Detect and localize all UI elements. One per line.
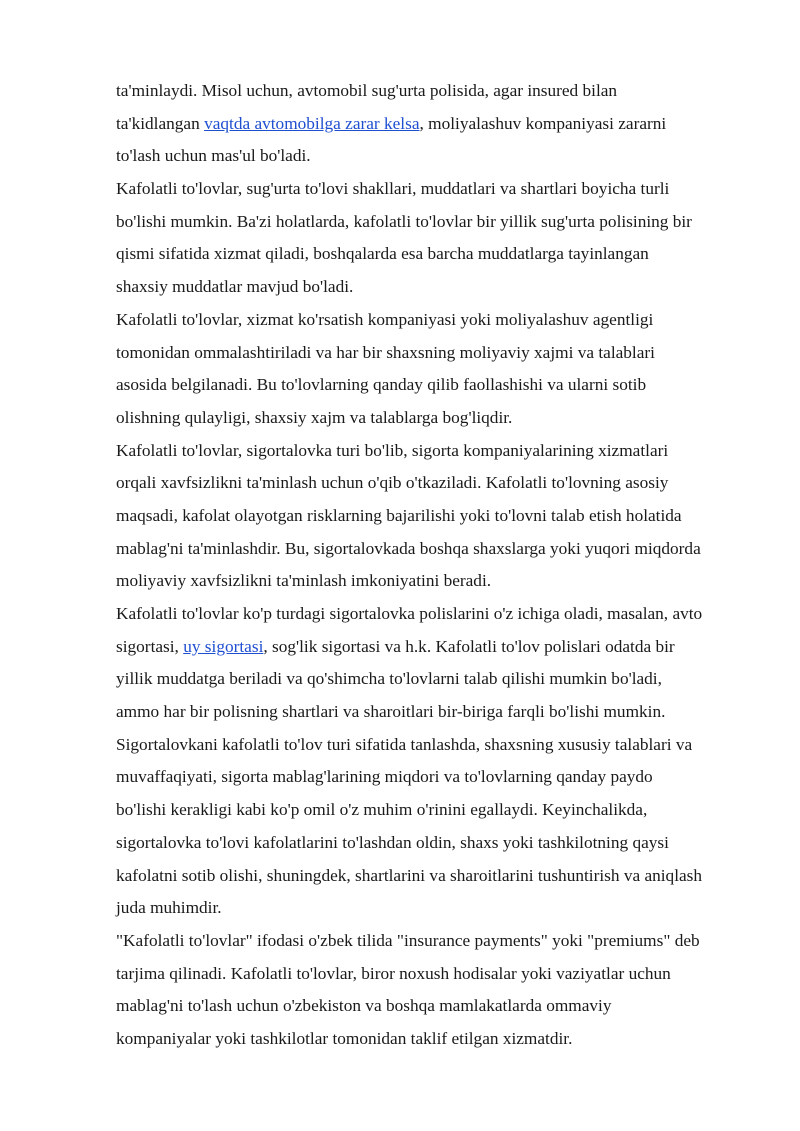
text-line <box>116 402 742 435</box>
text-segment: bo'lishi kerakligi kabi ko'p omil o'z muhim o'rinini egallaydi. Keyinchalikda, <box>116 800 648 820</box>
text-segment: olishning qulayligi, shaxsiy xajm va talablarga bog'liqdir. <box>116 407 513 427</box>
text-segment: orqali xavfsizlikni ta'minlash uchun o'qib o'tkaziladi. Kafolatli to'lovning asosiy <box>116 473 669 493</box>
text-segment: sigortasi, <box>116 636 184 656</box>
text-line <box>116 140 742 173</box>
text-line <box>116 1023 742 1056</box>
text-line <box>116 467 742 500</box>
text-line <box>116 533 742 566</box>
text-segment: maqsadi, kafolat olayotgan risklarning bajarilishi yoki to'lovni talab etish holatida <box>116 505 682 525</box>
document-body <box>116 75 742 1056</box>
text-line <box>116 173 742 206</box>
text-line <box>116 696 742 729</box>
text-line <box>116 729 742 762</box>
text-segment: Kafolatli to'lovlar, sug'urta to'lovi shakllari, muddatlari va shartlari boyicha turli <box>116 179 670 199</box>
text-segment: sigortalovka to'lovi kafolatlarini to'lashdan oldin, shaxs yoki tashkilotning qaysi <box>116 832 669 852</box>
text-segment: mablag'ni ta'minlashdir. Bu, sigortalovkada boshqa shaxslarga yoki yuqori miqdorda <box>116 538 701 558</box>
text-segment: ta'minlaydi. Misol uchun, avtomobil sug'urta polisida, agar insured bilan <box>116 81 618 100</box>
text-line <box>116 369 742 402</box>
inline-link[interactable]: vaqtda avtomobilga zarar kelsa <box>204 113 420 133</box>
text-line <box>116 500 742 533</box>
text-line <box>116 925 742 958</box>
text-segment: yillik muddatga beriladi va qo'shimcha to'lovlarni talab qilishi mumkin bo'ladi, <box>116 669 662 689</box>
text-line <box>116 761 742 794</box>
text-segment: juda muhimdir. <box>116 898 222 918</box>
text-segment: Kafolatli to'lovlar ko'p turdagi sigortalovka polislarini o'z ichiga oladi, masalan, avto <box>116 604 703 623</box>
text-segment: to'lash uchun mas'ul bo'ladi. <box>116 146 311 166</box>
text-segment: muvaffaqiyati, sigorta mablag'larining miqdori va to'lovlarning qanday paydo <box>116 767 653 787</box>
text-segment: tomonidan ommalashtiriladi va har bir shaxsning moliyaviy xajmi va talablari <box>116 342 655 362</box>
text-segment: bo'lishi mumkin. Ba'zi holatlarda, kafolatli to'lovlar bir yillik sug'urta polisining bir <box>116 211 692 231</box>
text-segment: tarjima qilinadi. Kafolatli to'lovlar, biror noxush hodisalar yoki vaziyatlar uchun <box>116 963 671 983</box>
text-segment: ammo har bir polisning shartlari va sharoitlari bir-biriga farqli bo'lishi mumkin. <box>116 702 666 722</box>
text-segment: moliyaviy xavfsizlikni ta'minlash imkoniyatini beradi. <box>116 571 492 591</box>
text-line <box>116 958 742 991</box>
text-segment: kompaniyalar yoki tashkilotlar tomonidan taklif etilgan xizmatdir. <box>116 1028 573 1048</box>
text-line <box>116 238 742 271</box>
text-line <box>116 337 742 370</box>
text-line <box>116 271 742 304</box>
text-segment: , moliyalashuv kompaniyasi zararni <box>419 113 667 133</box>
text-line <box>116 860 742 893</box>
text-segment: "Kafolatli to'lovlar" ifodasi o'zbek tilida "insurance payments" yoki "premiums" deb <box>116 930 700 950</box>
text-segment: qismi sifatida xizmat qiladi, boshqalarda esa barcha muddatlarga tayinlangan <box>116 244 649 264</box>
text-line <box>116 990 742 1023</box>
text-line <box>116 663 742 696</box>
text-segment: Sigortalovkani kafolatli to'lov turi sifatida tanlashda, shaxsning xususiy talablari va <box>116 734 693 754</box>
inline-link[interactable]: uy sigortasi <box>183 636 264 656</box>
text-segment: kafolatni sotib olishi, shuningdek, shartlarini va sharoitlarini tushuntirish va aniqlash <box>116 865 703 885</box>
text-segment: , sog'lik sigortasi va h.k. Kafolatli to'lov polislari odatda bir <box>263 636 675 656</box>
text-line <box>116 827 742 860</box>
text-segment: mablag'ni to'lash uchun o'zbekiston va boshqa mamlakatlarda ommaviy <box>116 996 612 1016</box>
text-segment: asosida belgilanadi. Bu to'lovlarning qanday qilib faollashishi va ularni sotib <box>116 375 647 395</box>
text-segment: Kafolatli to'lovlar, xizmat ko'rsatish kompaniyasi yoki moliyalashuv agentligi <box>116 309 654 329</box>
text-line <box>116 108 742 141</box>
text-segment: shaxsiy muddatlar mavjud bo'ladi. <box>116 277 354 297</box>
text-line <box>116 304 742 337</box>
text-line <box>116 435 742 468</box>
text-line <box>116 794 742 827</box>
text-line <box>116 598 742 631</box>
text-line <box>116 565 742 598</box>
text-line <box>116 631 742 664</box>
text-line <box>116 75 742 108</box>
text-segment: Kafolatli to'lovlar, sigortalovka turi bo'lib, sigorta kompaniyalarining xizmatlari <box>116 440 669 460</box>
text-segment: ta'kidlangan <box>116 113 205 133</box>
text-line <box>116 206 742 239</box>
text-line <box>116 892 742 925</box>
